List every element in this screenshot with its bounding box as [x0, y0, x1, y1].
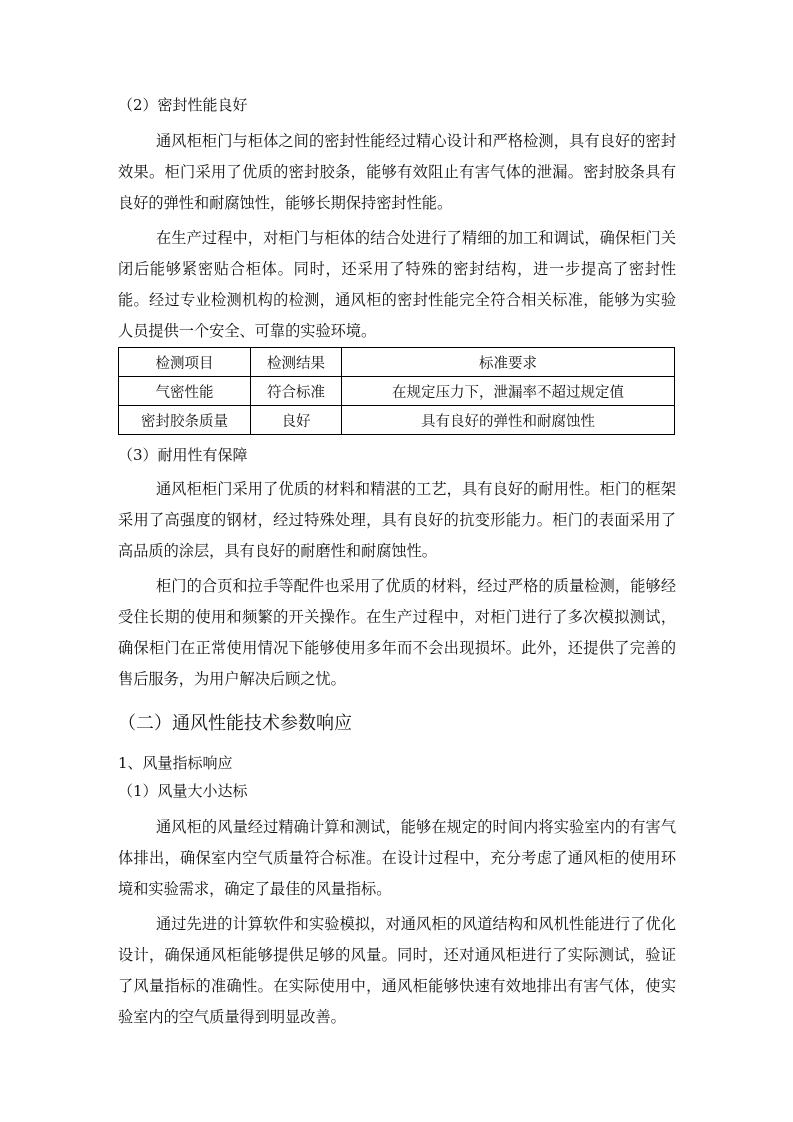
table-header-cell: 检测项目 — [119, 348, 251, 377]
table-header-row — [119, 348, 675, 377]
durability-paragraph-2: 柜门的合页和拉手等配件也采用了优质的材料，经过严格的质量检测，能够经受住长期的使用和频繁的开关操作。在生产过程中，对柜门进行了多次模拟测试，确保柜门在正常使用情况下能够使用多年而不会出现损坏。此外，还提供了完善的售后服务，为用户解决后顾之忧。 — [118, 577, 676, 688]
airflow-heading: 1、风量指标响应 — [118, 754, 233, 772]
table-header-cell: 检测结果 — [251, 348, 342, 377]
seal-paragraph-2: 在生产过程中，对柜门与柜体的结合处进行了精细的加工和调试，确保柜门关闭后能够紧密贴合柜体。同时，还采用了特殊的密封结构，进一步提高了密封性能。经过专业检测机构的检测，通风柜的密封性能完全符合相关标准，能够为实验人员提供一个安全、可靠的实验环境。 — [118, 229, 676, 340]
table-row — [119, 406, 675, 435]
table-cell: 符合标准 — [251, 377, 342, 406]
airflow-paragraph-2: 通过先进的计算软件和实验模拟，对通风柜的风道结构和风机性能进行了优化设计，确保通风柜能够提供足够的风量。同时，还对通风柜进行了实际测试，验证了风量指标的准确性。在实际使用中，通风柜能够快速有效地排出有害气体，使实验室内的空气质量得到明显改善。 — [118, 915, 676, 1026]
airflow-sub-heading: （1）风量大小达标 — [118, 782, 248, 800]
airflow-paragraph-1: 通风柜的风量经过精确计算和测试，能够在规定的时间内将实验室内的有害气体排出，确保室内空气质量符合标准。在设计过程中，充分考虑了通风柜的使用环境和实验需求，确定了最佳的风量指标。 — [118, 818, 676, 898]
durability-heading: （3）耐用性有保障 — [118, 446, 248, 464]
durability-paragraph-1: 通风柜柜门采用了优质的材料和精湛的工艺，具有良好的耐用性。柜门的框架采用了高强度的钢材，经过特殊处理，具有良好的抗变形能力。柜门的表面采用了高品质的涂层，具有良好的耐磨性和耐腐蚀性。 — [118, 480, 676, 560]
table-cell: 密封胶条质量 — [119, 406, 251, 435]
ventilation-section-heading: （二）通风性能技术参数响应 — [118, 713, 352, 734]
table-cell: 良好 — [251, 406, 342, 435]
table-cell: 具有良好的弹性和耐腐蚀性 — [342, 406, 675, 435]
inspection-table — [118, 347, 675, 435]
table-header-cell: 标准要求 — [342, 348, 675, 377]
table-cell: 在规定压力下，泄漏率不超过规定值 — [342, 377, 675, 406]
table-cell: 气密性能 — [119, 377, 251, 406]
seal-heading: （2）密封性能良好 — [118, 96, 248, 114]
seal-paragraph-1: 通风柜柜门与柜体之间的密封性能经过精心设计和严格检测，具有良好的密封效果。柜门采用了优质的密封胶条，能够有效阻止有害气体的泄漏。密封胶条具有良好的弹性和耐腐蚀性，能够长期保持密封性能。 — [118, 132, 676, 212]
table-row — [119, 377, 675, 406]
